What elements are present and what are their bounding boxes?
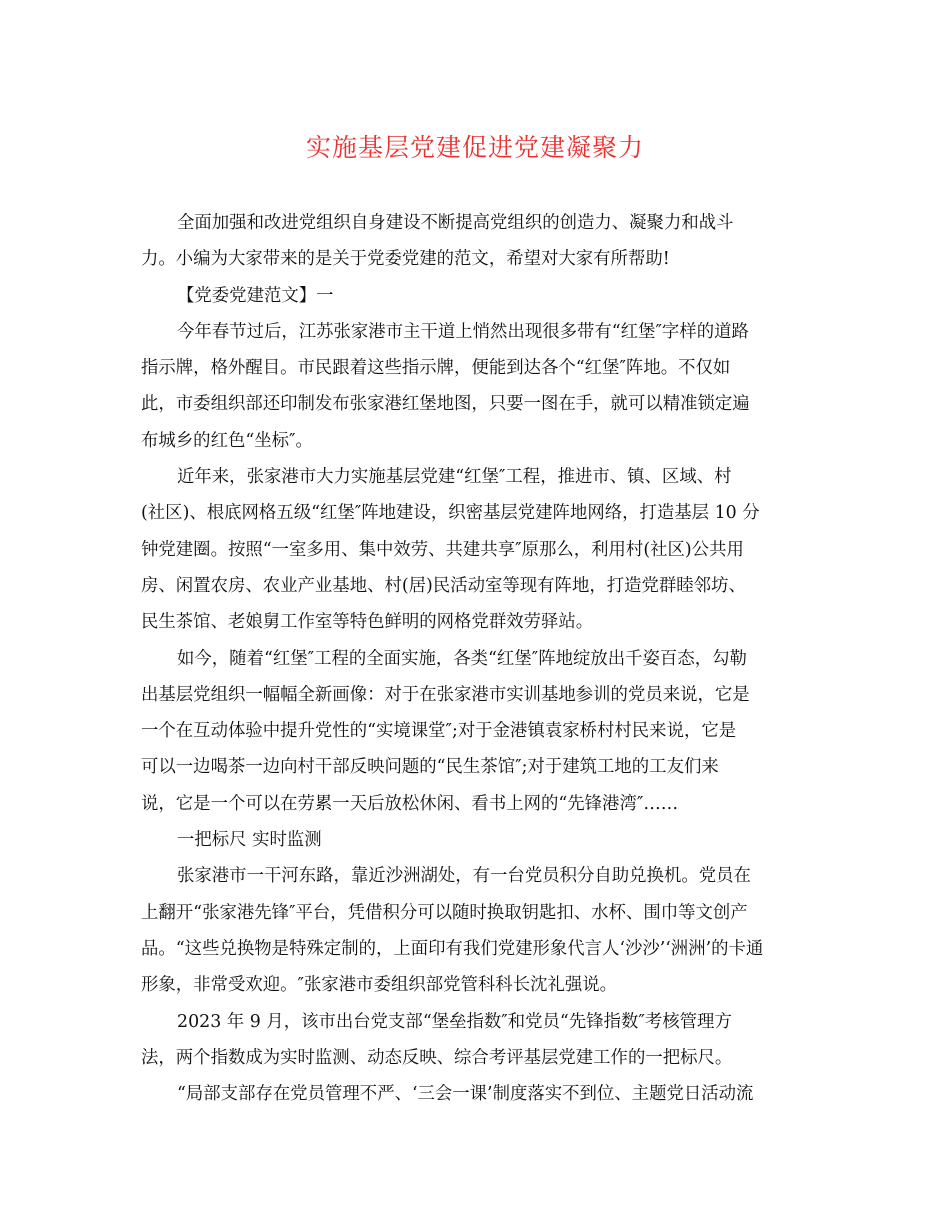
text-line: 一把标尺 实时监测 [177,830,322,851]
document-body [141,205,816,1112]
text-line: 钟党建圈。按照“一室多用、集中效劳、共建共享″原那么，利用村(社区)公共用 [141,539,744,560]
text-line: 指示牌，格外醒目。市民跟着这些指示牌，便能到达各个“红堡″阵地。不仅如 [141,358,731,379]
text-line: 布城乡的红色“坐标″。 [141,430,313,451]
text-line: 2023 年 9 月，该市出台党支部“堡垒指数″和党员“先锋指数″考核管理方 [177,1011,732,1032]
document-title: 实施基层党建促进党建凝聚力 [305,133,644,162]
text-line: 说，它是一个可以在劳累一天后放松休闲、看书上网的“先锋港湾″…… [141,793,679,814]
text-line: 【党委党建范文】一 [177,285,334,306]
text-line: 民生茶馆、老娘舅工作室等特色鲜明的网格党群效劳驿站。 [141,612,594,633]
text-line: 一个在互动体验中提升党性的“实境课堂″;对于金港镇袁家桥村村民来说，它是 [141,721,737,742]
text-line: (社区)、根底网格五级“红堡″阵地建设，织密基层党建阵地网络，打造基层 10 分 [141,503,760,524]
text-line: 此，市委组织部还印制发布张家港红堡地图，只要一图在手，就可以精准锁定遍 [141,394,750,415]
text-line: 可以一边喝茶一边向村干部反映问题的“民生茶馆″;对于建筑工地的工友们来 [141,757,719,778]
text-line: 品。“这些兑换物是特殊定制的，上面印有我们党建形象代言人‘沙沙’‘洲洲’的卡通 [141,938,764,959]
text-line: 形象，非常受欢迎。″张家港市委组织部党管科科长沈礼强说。 [141,975,618,996]
text-line: 如今，随着“红堡″工程的全面实施，各类“红堡″阵地绽放出千姿百态，勾勒 [177,648,747,669]
text-line: 出基层党组织一幅幅全新画像：对于在张家港市实训基地参训的党员来说，它是 [141,684,750,705]
text-line: 张家港市一干河东路，靠近沙洲湖处，有一台党员积分自助兑换机。党员在 [177,866,751,887]
text-line: “局部支部存在党员管理不严、‘三会一课’制度落实不到位、主题党日活动流 [177,1084,754,1105]
text-line: 上翻开“张家港先锋″平台，凭借积分可以随时换取钥匙扣、水杯、围巾等文创产 [141,902,748,923]
text-line: 近年来，张家港市大力实施基层党建“红堡″工程，推进市、镇、区域、村 [177,467,732,488]
text-line: 力。小编为大家带来的是关于党委党建的范文，希望对大家有所帮助! [141,249,670,270]
text-line: 法，两个指数成为实时监测、动态反映、综合考评基层党建工作的一把标尺。 [141,1047,733,1068]
text-line: 房、闲置农房、农业产业基地、村(居)民活动室等现有阵地，打造党群睦邻坊、 [141,575,746,596]
text-line: 今年春节过后，江苏张家港市主干道上悄然出现很多带有“红堡″字样的道路 [177,321,749,342]
text-line: 全面加强和改进党组织自身建设不断提高党组织的创造力、凝聚力和战斗 [177,213,734,233]
